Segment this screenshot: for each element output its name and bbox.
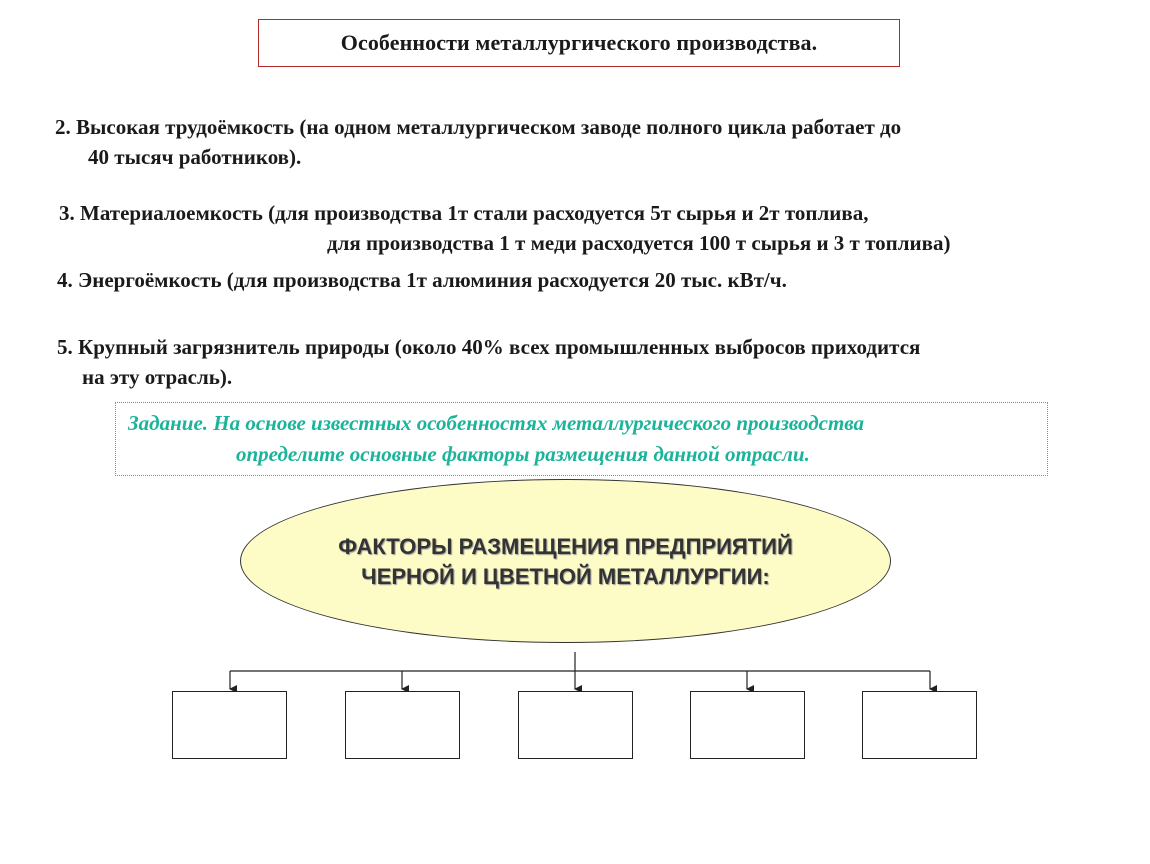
task-line-1: Задание. На основе известных особенностях металлургического производства xyxy=(128,411,865,435)
point-3-line-2: для производства 1 т меди расходуется 100 т сырья и 3 т топлива) xyxy=(327,231,951,255)
factor-box-4[interactable] xyxy=(690,691,805,759)
ellipse-title-line-2: ЧЕРНОЙ И ЦВЕТНОЙ МЕТАЛЛУРГИИ: xyxy=(361,564,770,589)
point-5-line-2: на эту отрасль). xyxy=(82,365,233,389)
point-4: 4. Энергоёмкость (для производства 1т алюминия расходуется 20 тыс. кВт/ч. xyxy=(57,268,787,292)
point-2-line-1: 2. Высокая трудоёмкость (на одном металлургическом заводе полного цикла работает до xyxy=(55,115,902,139)
page-title: Особенности металлургического производства. xyxy=(258,19,900,67)
point-2-line-2: 40 тысяч работников). xyxy=(88,145,302,169)
point-3-line-1: 3. Материалоемкость (для производства 1т стали расходуется 5т сырья и 2т топлива, xyxy=(59,201,869,225)
factor-box-2[interactable] xyxy=(345,691,460,759)
ellipse-title-line-1: ФАКТОРЫ РАЗМЕЩЕНИЯ ПРЕДПРИЯТИЙ xyxy=(338,534,793,559)
point-5-line-1: 5. Крупный загрязнитель природы (около 40% всех промышленных выбросов приходится xyxy=(57,335,921,359)
task-line-2: определите основные факторы размещения данной отрасли. xyxy=(236,442,810,466)
factor-box-1[interactable] xyxy=(172,691,287,759)
factor-box-5[interactable] xyxy=(862,691,977,759)
factor-box-3[interactable] xyxy=(518,691,633,759)
